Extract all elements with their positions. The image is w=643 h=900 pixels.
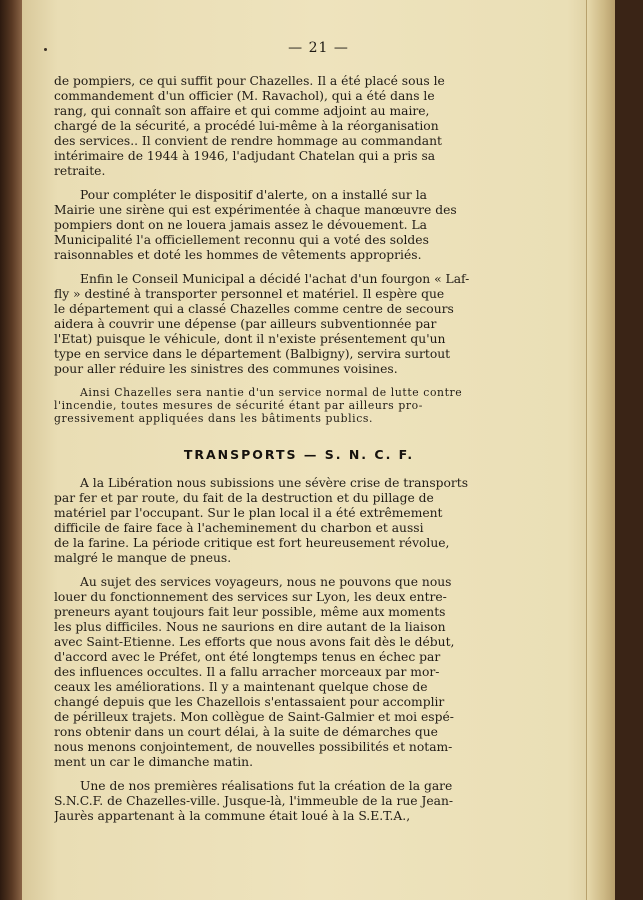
text-line: l'Etat) puisque le véhicule, dont il n'existe présentement qu'un <box>54 332 446 346</box>
book-page <box>22 0 615 900</box>
text-line: fly » destiné à transporter personnel et matériel. Il espère que <box>54 287 445 301</box>
text-line: matériel par l'occupant. Sur le plan local il a été extrêmement <box>54 506 443 520</box>
text-line: de pompiers, ce qui suffit pour Chazelles. Il a été placé sous le <box>54 74 445 88</box>
text-line: ment un car le dimanche matin. <box>54 755 253 769</box>
text-line: Ainsi Chazelles sera nantie d'un service normal de lutte contre <box>80 386 463 399</box>
paragraph <box>54 386 544 425</box>
paragraph <box>54 74 544 179</box>
text-line: Mairie une sirène qui est expérimentée à chaque manœuvre des <box>54 203 457 217</box>
text-line: A la Libération nous subissions une sévère crise de transports <box>80 476 469 490</box>
text-line: type en service dans le département (Balbigny), servira surtout <box>54 347 451 361</box>
text-line: louer du fonctionnement des services sur Lyon, les deux entre- <box>54 590 447 604</box>
text-line: changé depuis que les Chazellois s'entassaient pour accomplir <box>54 695 445 709</box>
text-line: nous menons conjointement, de nouvelles possibilités et notam- <box>54 740 453 754</box>
text-line: preneurs ayant toujours fait leur possible, même aux moments <box>54 605 446 619</box>
text-line: l'incendie, toutes mesures de sécurité étant par ailleurs pro- <box>54 399 423 412</box>
text-line: ceaux les améliorations. Il y a maintenant quelque chose de <box>54 680 428 694</box>
text-line: de la farine. La période critique est fort heureusement révolue, <box>54 536 450 550</box>
text-line: chargé de la sécurité, a procédé lui-même à la réorganisation <box>54 119 439 133</box>
paragraph <box>54 272 544 377</box>
text-line: Jaurès appartenant à la commune était loué à la S.E.T.A., <box>54 809 411 823</box>
text-line: avec Saint-Etienne. Les efforts que nous avons fait dès le début, <box>54 635 455 649</box>
page-number: — 21 — <box>288 40 349 56</box>
text-line: Municipalité l'a officiellement reconnu qui a voté des soldes <box>54 233 429 247</box>
text-line: des influences occultes. Il a fallu arracher morceaux par mor- <box>54 665 440 679</box>
paragraph <box>54 575 544 770</box>
text-line: par fer et par route, du fait de la destruction et du pillage de <box>54 491 434 505</box>
text-line: rang, qui connaît son affaire et qui comme adjoint au maire, <box>54 104 430 118</box>
text-line: pompiers dont on ne louera jamais assez le dévouement. La <box>54 218 427 232</box>
text-line: commandement d'un officier (M. Ravachol), qui a été dans le <box>54 89 435 103</box>
text-line: d'accord avec le Préfet, ont été longtemps tenus en échec par <box>54 650 441 664</box>
text-line: des services.. Il convient de rendre hommage au commandant <box>54 134 442 148</box>
text-line: difficile de faire face à l'acheminement du charbon et aussi <box>54 521 424 535</box>
text-line: de périlleux trajets. Mon collègue de Saint-Galmier et moi espé- <box>54 710 454 724</box>
paragraph <box>54 188 544 263</box>
text-line: les plus difficiles. Nous ne saurions en dire autant de la liaison <box>54 620 446 634</box>
text-line: raisonnables et doté les hommes de vêtements appropriés. <box>54 248 422 262</box>
text-line: Une de nos premières réalisations fut la création de la gare <box>80 779 453 793</box>
paragraph <box>54 779 544 824</box>
section-heading: TRANSPORTS — S. N. C. F. <box>183 447 415 462</box>
text-line: aidera à couvrir une dépense (par ailleurs subventionnée par <box>54 317 437 331</box>
text-line: le département qui a classé Chazelles comme centre de secours <box>54 302 454 316</box>
paragraph <box>54 476 544 566</box>
text-line: gressivement appliquées dans les bâtiments publics. <box>54 412 374 425</box>
text-line: rons obtenir dans un court délai, à la suite de démarches que <box>54 725 438 739</box>
text-line: Pour compléter le dispositif d'alerte, on a installé sur la <box>80 188 427 202</box>
text-line: S.N.C.F. de Chazelles-ville. Jusque-là, l'immeuble de la rue Jean- <box>54 794 454 808</box>
text-line: Enfin le Conseil Municipal a décidé l'achat d'un fourgon « Laf- <box>80 272 470 286</box>
book-binding <box>0 0 22 900</box>
text-line: malgré le manque de pneus. <box>54 551 232 565</box>
page-edge <box>586 0 615 900</box>
text-line: intérimaire de 1944 à 1946, l'adjudant Chatelan qui a pris sa <box>54 149 436 163</box>
body-text <box>54 74 544 833</box>
text-line: pour aller réduire les sinistres des communes voisines. <box>54 362 398 376</box>
transports-section <box>54 476 544 824</box>
text-line: retraite. <box>54 164 106 178</box>
fire-service-section <box>54 74 544 425</box>
text-line: Au sujet des services voyageurs, nous ne pouvons que nous <box>80 575 452 589</box>
